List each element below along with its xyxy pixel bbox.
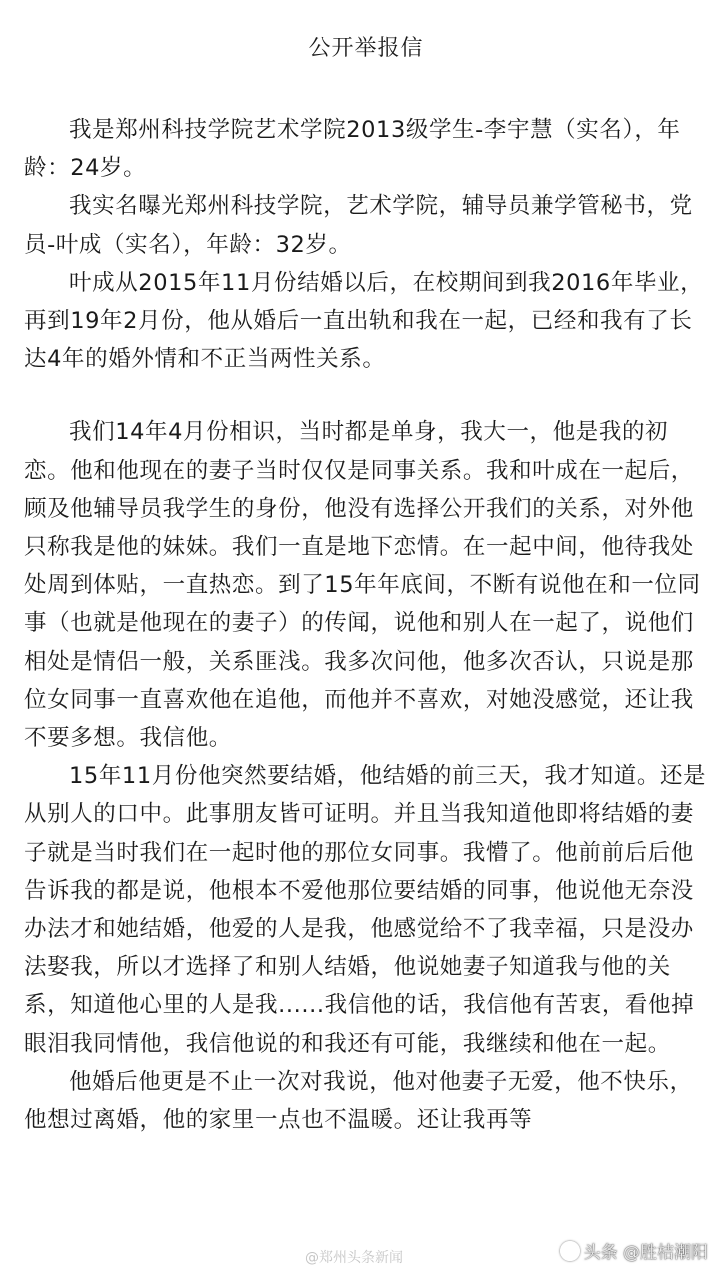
paragraph-2: 我实名曝光郑州科技学院，艺术学院，辅导员兼学管秘书，党员-叶成（实名），年龄：32岁。 bbox=[24, 193, 693, 258]
toutiao-watermark bbox=[560, 1238, 708, 1263]
paragraph-4: 我们14年4月份相识，当时都是单身，我大一，他是我的初恋。他和他现在的妻子当时仅仅是同事关系。我和叶成在一起后，顾及他辅导员我学生的身份，他没有选择公开我们的关系，对外他只称我是他的妹妹。我们一直是地下恋情。在一起中间，他待我处处周到体贴，一直热恋。到了15年年底间，不断有说他在和一位同事（也就是他现在的妻子）的传闻，说他和别人在一起了，说他们相处是情侣一般，关系匪浅。我多次问他，他多次否认，只说是那位女同事一直喜欢他在追他，而他并不喜欢，对她没感觉，还让我不要多想。我信他。 bbox=[24, 419, 701, 752]
paragraph-6: 他婚后他更是不止一次对我说，他对他妻子无爱，他不快乐，他想过离婚，他的家里一点也不温暖。还让我再等 bbox=[24, 1068, 693, 1134]
toutiao-watermark-text: 头条 @胜桔潮阳 bbox=[583, 1243, 708, 1263]
paragraph-3: 叶成从2015年11月份结婚以后，在校期间到我2016年毕业，再到19年2月份，他从婚后一直出轨和我在一起，已经和我有了长达4年的婚外情和不正当两性关系。 bbox=[24, 269, 704, 373]
paragraph-1: 我是郑州科技学院艺术学院2013级学生-李宇慧（实名），年龄：24岁。 bbox=[24, 117, 681, 182]
paragraph-5: 15年11月份他突然要结婚，他结婚的前三天，我才知道。还是从别人的口中。此事朋友皆可证明。并且当我知道他即将结婚的妻子就是当时我们在一起时他的那位女同事。我懵了。他前前后后他告诉我的都是说，他根本不爱他那位要结婚的同事，他说他无奈没办法才和她结婚，他爱的人是我，他感觉给不了我幸福，只是没办法娶我，所以才选择了和别人结婚，他说她妻子知道我与他的关系，知道他心里的人是我......我信他的话，我信他有苦衷，看他掉眼泪我同情他，我信他说的和我还有可能，我继续和他在一起。 bbox=[24, 763, 707, 1057]
toutiao-logo-icon bbox=[560, 1241, 580, 1261]
weibo-watermark: @郑州头条新闻 bbox=[305, 1250, 403, 1266]
document-title: 公开举报信 bbox=[308, 36, 424, 61]
paragraph-gap bbox=[24, 378, 708, 413]
